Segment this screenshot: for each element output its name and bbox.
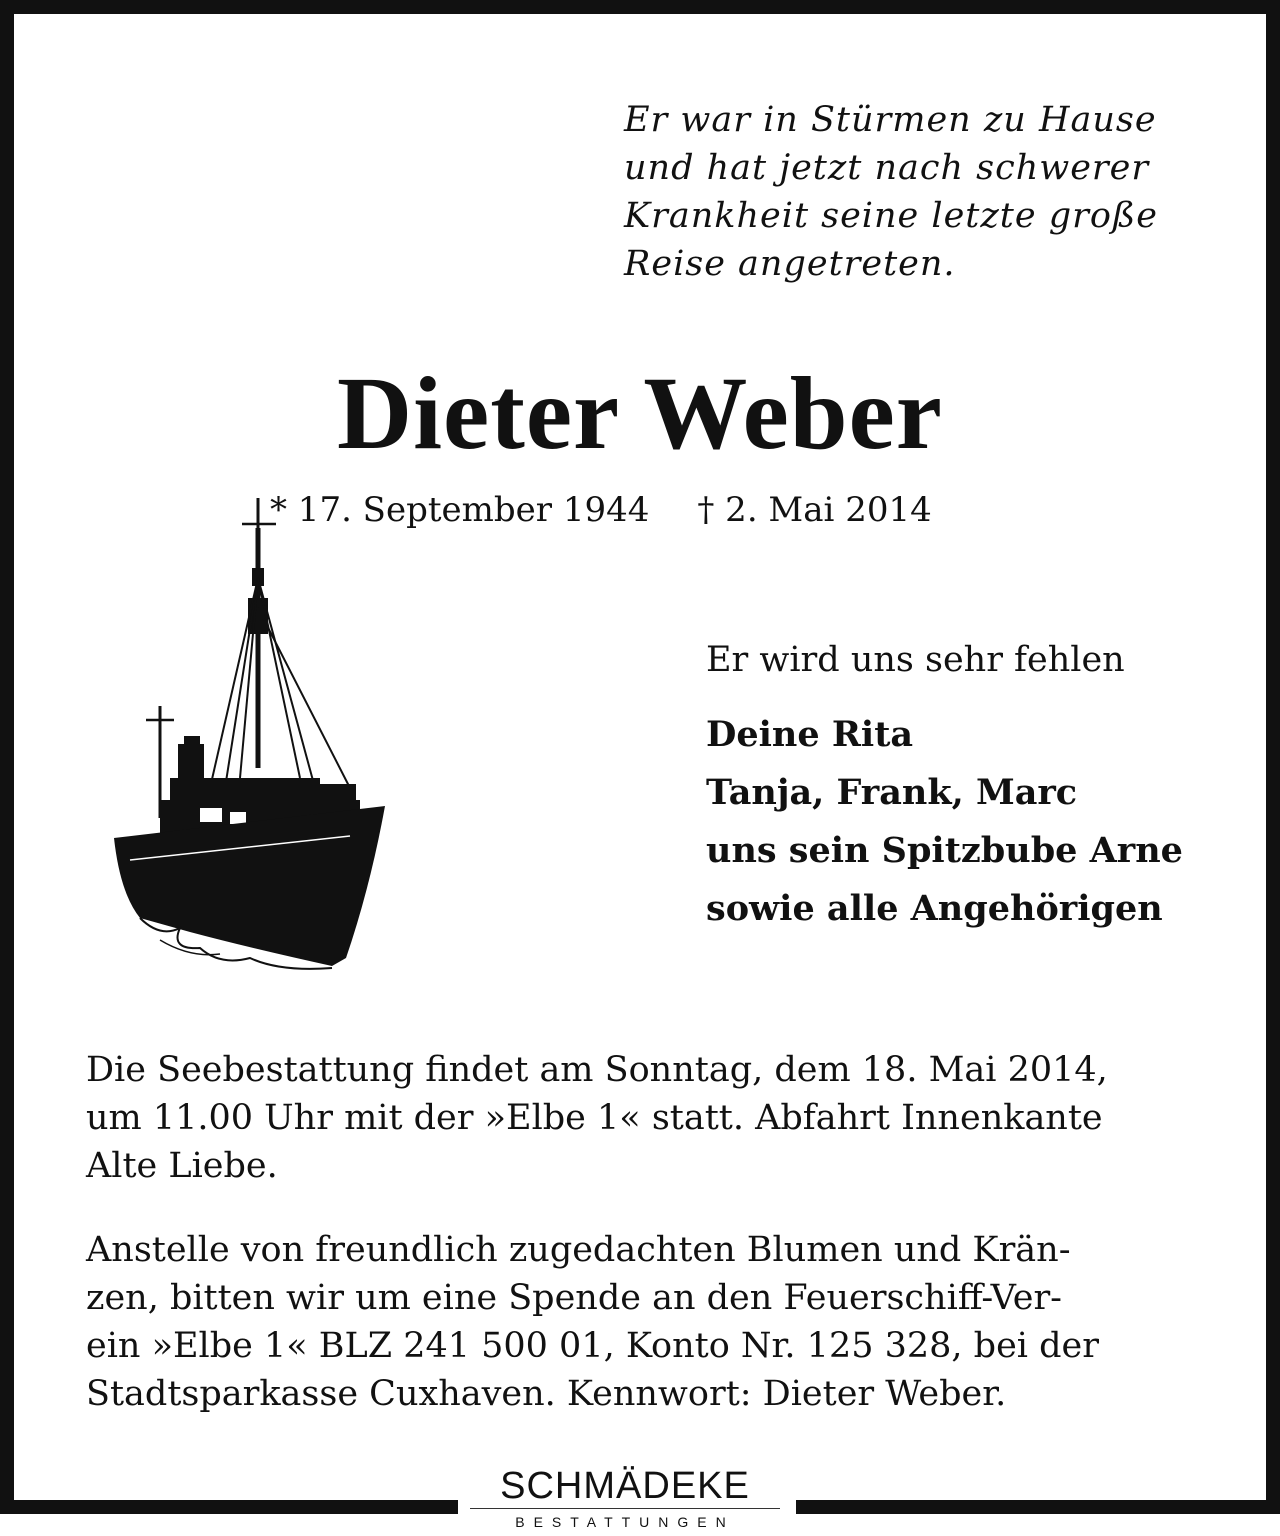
burial-paragraph [86,1046,1196,1190]
burial-line: um 11.00 Uhr mit der »Elbe 1« statt. Abfahrt Innenkante [86,1098,1103,1138]
motto-line: Krankheit seine letzte große [624,196,1158,236]
ship-illustration [100,488,400,988]
mourner-name: sowie alle Angehörigen [706,888,1163,929]
donation-line: Stadtsparkasse Cuxhaven. Kennwort: Dieter Weber. [86,1374,1007,1414]
birth-date: * 17. September 1944 [270,490,650,530]
motto-line: und hat jetzt nach schwerer [624,148,1150,188]
border-bottom-right [796,1500,1280,1514]
donation-line: ein »Elbe 1« BLZ 241 500 01, Konto Nr. 125 328, bei der [86,1326,1099,1366]
burial-line: Alte Liebe. [86,1146,278,1186]
donation-paragraph [86,1226,1196,1418]
border-right [1266,0,1280,1512]
mourner-name: uns sein Spitzbube Arne [706,830,1183,871]
border-left [0,0,14,1512]
motto-line: Reise angetreten. [624,244,956,284]
deceased-name: Dieter Weber [337,356,943,471]
donation-line: zen, bitten wir um eine Spende an den Feuerschiff-Ver- [86,1278,1063,1318]
mourner-name: Deine Rita [706,714,914,755]
motto [624,96,1224,288]
logo-brand: SCHMÄDEKE [500,1465,750,1507]
funeral-home-logo [470,1466,780,1529]
motto-line: Er war in Stürmen zu Hause [624,100,1157,140]
burial-line: Die Seebestattung findet am Sonntag, dem 18. Mai 2014, [86,1050,1108,1090]
mourner-name: Tanja, Frank, Marc [706,772,1078,813]
donation-line: Anstelle von freundlich zugedachten Blumen und Krän- [86,1230,1071,1270]
logo-rule [470,1508,780,1509]
mourners-names [706,706,1226,938]
border-top [0,0,1280,14]
death-date: † 2. Mai 2014 [697,490,932,530]
border-bottom-left [0,1500,458,1514]
mourners [706,636,1226,938]
mourners-intro: Er wird uns sehr fehlen [706,640,1125,680]
logo-subtitle: BESTATTUNGEN [515,1514,735,1530]
